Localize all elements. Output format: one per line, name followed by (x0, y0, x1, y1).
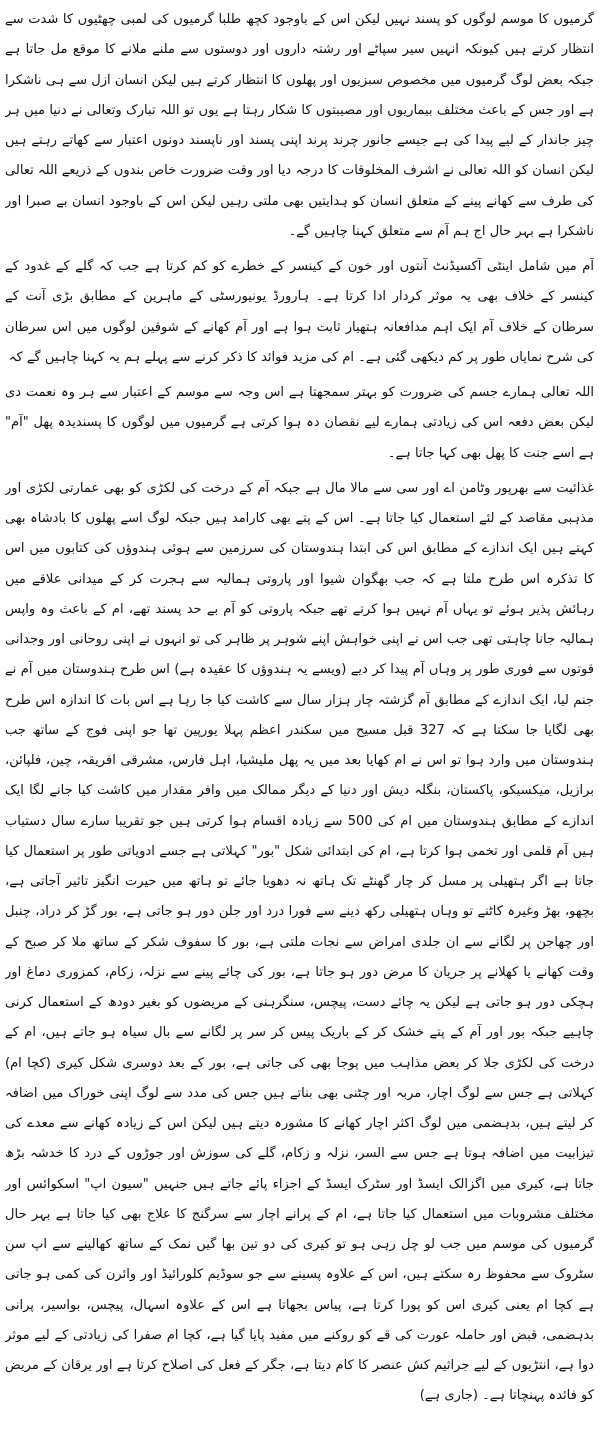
mango-history-paragraph: غذائیت سے بھرپور وٹامن اے اور سی سے مالا مال ہے جبکہ آم کے درخت کی لکڑی کو بھی عمارتی لکڑی اور مذہبی مقاصد کے لئے استعمال کیا جاتا ہے۔ اس کے پتے بھی کارامد ہیں جبکہ لوگ اسے پھلوں کا بادشاہ بھی کہتے ہیں ایک اندازے کے مطابق اس کی ابتدا ہندوستان کی سرزمین سے ہوئی ہندوؤں کی کتابوں میں اس کا تذکرہ اس طرح ملتا ہے کہ جب بھگوان شیوا اور پاروتی ہمالیہ سے ہجرت کر کے میدانی علاقے میں رہائش پذیر ہوئے تو یہاں آم نہیں ہوا کرتے تھے جبکہ پاروتی کو آم بے حد پسند تھے، ام کے باعث وہ واپس ہمالیہ جانا چاہتی تھی جب اس نے اپنی خواہش اپنے شوہر پر ظاہر کی تو انہوں نے اپنی روحانی اور وجدانی قوتوں سے فوری طور پر وہاں آم پیدا کر دیے (ویسے یہ ہندوؤں کا عقیدہ ہے) اس طرح ہندوستان میں آم نے جنم لیا، ایک اندازے کے مطابق آم گزشتہ چار ہزار سال سے کاشت کیا جا رہا ہے اس بات کا اندازہ اس طرح بھی لگایا جا سکتا ہے کہ 327 قبل مسیح میں سکندر اعظم پہلا یورپین تھا جو اپنی فوج کے ساتھ جب ہندوستان میں وارد ہوا تو اس نے ام کھایا بعد میں یہ پھل ملیشیا، اہل فارس، مشرقی افریقہ، چین، فلپائن، برازیل، میکسیکو، پاکستان، بنگلہ دیش اور دنیا کے دیگر ممالک میں وافر مقدار میں کاشت کیا جانے لگا ایک اندازے کے مطابق ہندوستان میں ام کی 500 سے زیادہ اقسام ہوا کرتی ہیں جو تقریبا سارے سال دستیاب ہیں آم قلمی اور تخمی ہوا کرتا ہے، ام کی ابتدائی شکل "بور" کہلاتی ہے جسے ادویاتی طور پر استعمال کیا جاتا ہے اگر ہتھیلی پر مسل کر چار گھنٹے تک ہاتھ نہ دھویا جائے تو ہاتھ میں حیرت انگیز تاثیر آجاتی ہے، بچھو، بھڑ وغیرہ کاٹنے تو وہاں ہتھیلی رکھ دینے سے فورا درد اور جلن دور ہو جاتی ہے، بور گڑ کر دراد، چنبل اور چھاجن پر لگانے سے ان جلدی امراض سے نجات ملتی ہے، بور کا سفوف شکر کے ساتھ ملا کر صبح کے وقت کھانے یا کھلانے پر جریان کا مرض دور ہو جاتا ہے، بور کی چائے پینے سے نزلہ، زکام، کمزوری دماغ اور ہچکی دور ہو جاتی ہے لیکن یہ چائے دست، پیچس، سنگرہنی کے مریضوں کو بغیر دودھ کے استعمال کرنی چاہیے جبکہ بور اور آم کے پتے خشک کر کے باریک پیس کر سر پر لگانے سے بال سیاہ ہو جاتے ہیں، ام کے درخت کی لکڑی جلا کر بعض مذاہب میں پوجا بھی کی جاتی ہے، بور کے بعد دوسری شکل کیری (کچا ام) کہلاتی ہے جس سے لوگ اچار، مربہ اور چٹنی بھی بناتے ہیں جس کی مدد سے لوگ اپنی خوراک میں اضافہ کر لیتے ہیں، بدہضمی میں لوگ اکثر اچار کھانے کا مشورہ دیتے ہیں لیکن اس کے زیادہ کھانے سے معدے کی تیزابیت میں اضافہ ہوتا ہے جس سے السر، نزلہ و زکام، گلے کی سوزش اور جوڑوں کے درد کا خدشہ بڑھ جاتا ہے، کیری میں اگزالک ایسڈ اور سٹرک ایسڈ کے اجزاء پائے جاتے ہیں جنہیں "سیون اپ" اسکوائس اور مختلف مشروبات میں استعمال کیا جاتا ہے، ام کے پرانے اچار سے سرگنج کا علاج بھی کیا جاتا ہے بہر حال گرمیوں کی موسم میں جب لو چل رہی ہو تو کیری کی دو تین بھا گیں نمک کے ساتھ کھالینے سے اپ سن سٹروک سے محفوظ رہ سکتے ہیں، اس کے علاوہ پسینے سے جو سوڈیم کلورائیڈ اور وائرن کی کمی ہو جاتی ہے کچا ام یعنی کیری اس کو پورا کرتا ہے، پیاس بجھاتا ہے اس کے علاوہ اسہال، پیچس، بواسیر، پرانی بدہضمی، قبض اور حاملہ عورت کی قے کو روکنے میں مفید پایا گیا ہے، کچا ام صفرا کی زیادتی کے لیے موثر دوا ہے، انتڑیوں کے لیے جراثیم کش عنصر کا کام دیتا ہے، جگر کے فعل کی اصلاح کرتا ہے اور یرقان کے مریض کو فائدہ پہنچاتا ہے۔ (جاری ہے) (5, 480, 594, 1404)
intro-paragraph: گرمیوں کا موسم لوگوں کو پسند نہیں لیکن اس کے باوجود کچھ طلبا گرمیوں کی لمبی چھٹیوں کا شدت سے انتظار کرتے ہیں کیونکہ انہیں سیر سپاٹے اور رشتہ داروں اور دوستوں سے ملنے ملانے کا موقع مل جاتا ہے جبکہ بعض لوگ گرمیوں میں مخصوص سبزیوں اور پھلوں کا انتظار کرتے ہیں لیکن انسان ازل سے ہی ناشکرا ہے اور جس کے باعث مختلف بیماریوں اور مصیبتوں کا شکار رہتا ہے یوں تو اللہ تبارک وتعالی نے دنیا میں ہر چیز جاندار کے لیے پیدا کی ہے جیسے جانور چرند پرند اپنی پسند اور ناپسند دونوں اعتبار سے کھاتے رہتے ہیں لیکن انسان کو اللہ تعالی نے اشرف المخلوقات کا درجہ دیا اور وقت ضرورت خاص بندوں کے ذریعے اللہ تعالی کی طرف سے کھانے پینے کے متعلق انسان کو ہدایتیں بھی ملتی رہیں لیکن اس کے باوجود انسان بے صبرا اور ناشکرا ہے بہر حال اج ہم آم سے متعلق کہنا چاہیں گے۔ (5, 12, 594, 239)
mango-favorite-paragraph: اللہ تعالی ہمارے جسم کی ضرورت کو بہتر سمجھتا ہے اس وجہ سے موسم کے اعتبار سے ہر وہ نعمت دی لیکن بعض دفعہ اس کی زیادتی ہمارے لیے نقصان دہ ہوا کرتی ہے گرمیوں میں لوگوں کا پسندیدہ پھل "آم" ہے اسے جنت کا پھل بھی کہا جاتا ہے۔ (5, 385, 594, 461)
article-body (5, 5, 594, 1431)
cancer-benefits-paragraph: آم میں شامل اینٹی آکسیڈنٹ آنتوں اور خون کے کینسر کے خطرے کو کم کرتا ہے جب کہ گلے کے غدود کے کینسر کے خلاف بھی یہ موثر کردار ادا کرتا ہے۔ ہارورڈ یونیورسٹی کے ماہرین کے مطابق بڑی آنت کے سرطان کے خلاف آم ایک اہم مدافعانہ ہتھیار ثابت ہوا ہے اور آم کھانے کے شوقین لوگوں میں اس سرطان کی شرح نمایاں طور پر کم دیکھی گئی ہے۔ ام کی مزید فوائد کا ذکر کرنے سے پہلے ہم یہ کہنا چاہیں گے کہ (5, 259, 594, 365)
